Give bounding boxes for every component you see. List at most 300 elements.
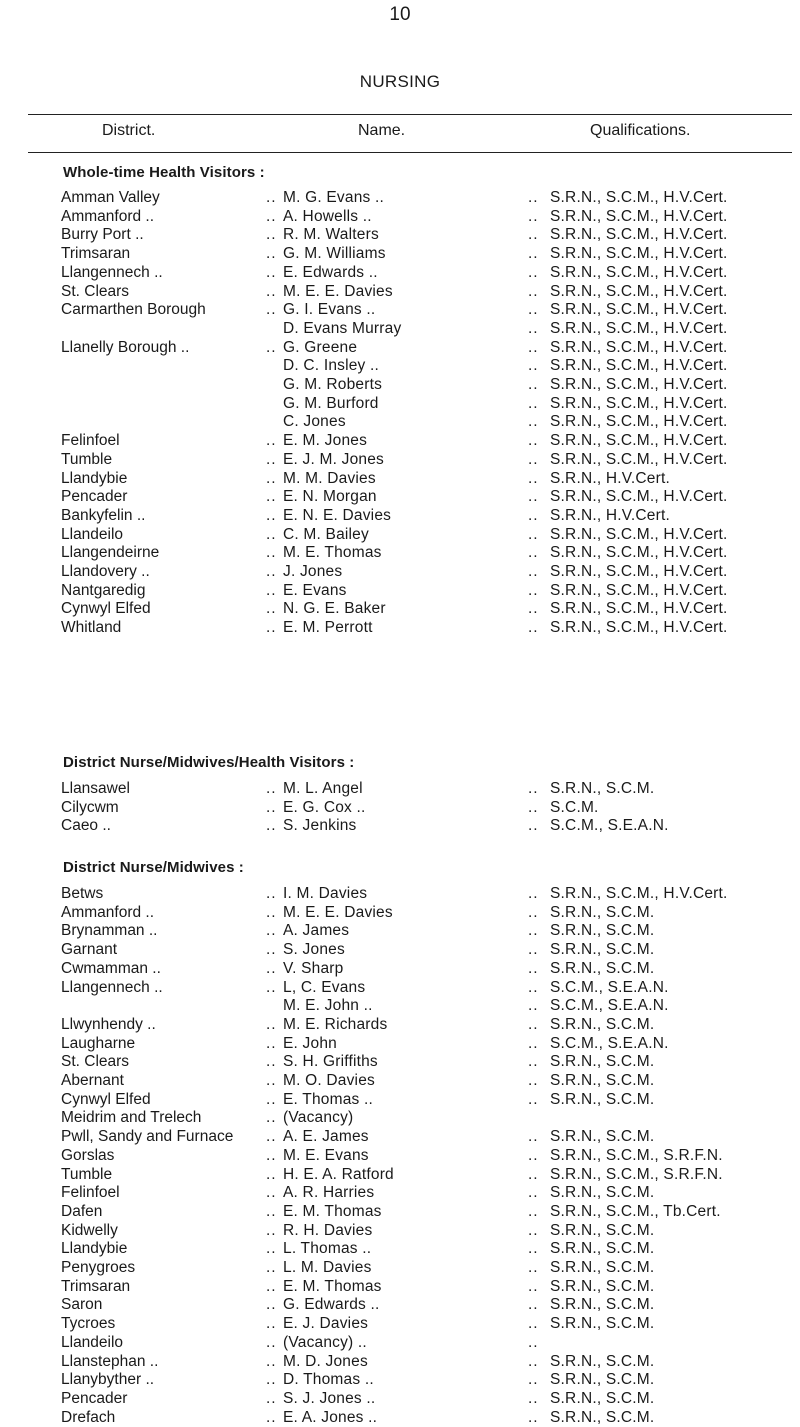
leader-dots: .. (266, 263, 277, 281)
qualifications-cell: S.C.M., S.E.A.N. (550, 1034, 669, 1052)
district-cell: Llandovery .. (61, 563, 150, 580)
qualifications-cell: S.C.M., S.E.A.N. (550, 978, 669, 996)
leader-dots: .. (528, 581, 539, 599)
leader-dots: .. (266, 1259, 277, 1276)
name-cell: E. M. Thomas (283, 1277, 382, 1295)
table-row (0, 1370, 800, 1389)
leader-dots: .. (266, 1146, 277, 1164)
name-cell: A. James (283, 922, 350, 940)
qualifications-cell: S.R.N., S.C.M., H.V.Cert. (550, 525, 728, 543)
table-row (0, 959, 800, 978)
table-row (0, 431, 800, 450)
leader-dots: .. (528, 207, 539, 225)
name-cell: E. N. E. Davies (283, 506, 392, 524)
leader-dots: .. (528, 1165, 539, 1183)
leader-dots: .. (528, 1296, 539, 1314)
name-cell: S. Jenkins (283, 817, 357, 835)
qualifications-cell: S.R.N., S.C.M., H.V.Cert. (550, 189, 728, 206)
district-cell: Pencader (61, 1389, 128, 1407)
qualifications-cell: S.R.N., S.C.M. (550, 922, 655, 940)
district-cell: Llandybie (61, 469, 128, 487)
leader-dots: .. (266, 903, 277, 921)
name-cell: M. E. E. Davies (283, 282, 393, 300)
leader-dots: .. (528, 1184, 539, 1202)
qualifications-cell: S.R.N., S.C.M., H.V.Cert. (550, 544, 728, 562)
name-cell: E. Edwards .. (283, 263, 378, 281)
qualifications-cell: S.R.N., S.C.M., H.V.Cert. (550, 357, 728, 375)
name-cell: G. M. Roberts (283, 376, 383, 393)
district-cell: Garnant (61, 941, 118, 959)
table-row (0, 1258, 800, 1277)
page-number: 10 (389, 4, 411, 25)
leader-dots: .. (266, 469, 277, 487)
leader-dots: .. (266, 1090, 277, 1108)
leader-dots: .. (528, 1408, 539, 1426)
name-cell: M. D. Jones (283, 1352, 368, 1370)
name-cell: V. Sharp (283, 959, 344, 977)
leader-dots: .. (266, 1277, 277, 1295)
table-row (0, 1034, 800, 1053)
name-cell: E. John (283, 1034, 337, 1052)
district-cell: Trimsaran (61, 1277, 131, 1295)
district-cell: Meidrim and Trelech (61, 1109, 202, 1127)
leader-dots: .. (528, 1315, 539, 1333)
table-row (0, 978, 800, 997)
district-cell: Abernant (61, 1072, 124, 1089)
name-cell: R. H. Davies (283, 1221, 373, 1239)
leader-dots: .. (528, 282, 539, 300)
qualifications-cell: S.R.N., S.C.M., H.V.Cert. (550, 282, 728, 300)
district-cell: Llandeilo (61, 525, 124, 543)
qualifications-cell: S.R.N., S.C.M. (550, 1053, 655, 1071)
table-row (0, 1052, 800, 1071)
name-cell: E. M. Thomas (283, 1202, 382, 1220)
leader-dots: .. (528, 506, 539, 524)
leader-dots: .. (266, 1408, 277, 1426)
table-row (0, 394, 800, 413)
leader-dots: .. (528, 376, 539, 393)
table-row (0, 300, 800, 319)
name-cell: M. G. Evans .. (283, 189, 384, 206)
leader-dots: .. (528, 1202, 539, 1220)
district-cell: Cynwyl Elfed (61, 600, 151, 618)
name-cell: I. M. Davies (283, 885, 368, 902)
district-cell: Tumble (61, 450, 113, 468)
leader-dots: .. (266, 1053, 277, 1071)
name-cell: A. R. Harries (283, 1184, 375, 1202)
leader-dots: .. (266, 1034, 277, 1052)
qualifications-cell: S.R.N., S.C.M., S.R.F.N. (550, 1146, 723, 1164)
qualifications-cell: S.R.N., S.C.M. (550, 1371, 655, 1389)
leader-dots: .. (266, 885, 277, 902)
qualifications-cell: S.R.N., S.C.M. (550, 1072, 655, 1089)
qualifications-cell: S.R.N., S.C.M., H.V.Cert. (550, 885, 728, 902)
table-row (0, 1295, 800, 1314)
table-row (0, 940, 800, 959)
leader-dots: .. (528, 1128, 539, 1146)
district-cell: Llanybyther .. (61, 1371, 155, 1389)
district-cell: Kidwelly (61, 1221, 118, 1239)
leader-dots: .. (266, 1296, 277, 1314)
district-cell: St. Clears (61, 282, 130, 300)
qualifications-cell: S.R.N., S.C.M., H.V.Cert. (550, 581, 728, 599)
leader-dots: .. (528, 1259, 539, 1276)
table-row (0, 1183, 800, 1202)
name-cell: M. E. John .. (283, 997, 373, 1015)
name-cell: G. Greene (283, 338, 358, 356)
section-heading: District Nurse/Midwives : (63, 859, 244, 876)
qualifications-cell: S.R.N., S.C.M. (550, 1277, 655, 1295)
district-cell: Llangennech .. (61, 263, 163, 281)
leader-dots: .. (266, 959, 277, 977)
name-cell: N. G. E. Baker (283, 600, 386, 618)
name-cell: G. Edwards .. (283, 1296, 380, 1314)
table-row (0, 207, 800, 226)
leader-dots: .. (528, 978, 539, 996)
leader-dots: .. (528, 798, 539, 816)
leader-dots: .. (528, 997, 539, 1015)
name-cell: S. Jones (283, 941, 345, 959)
name-cell: G. M. Burford (283, 394, 379, 412)
table-row (0, 244, 800, 263)
table-row (0, 1071, 800, 1090)
column-header-qualifications: Qualifications. (590, 122, 691, 139)
district-cell: Tycroes (61, 1315, 116, 1333)
leader-dots: .. (266, 922, 277, 940)
table-row (0, 562, 800, 581)
leader-dots: .. (528, 959, 539, 977)
qualifications-cell: S.R.N., S.C.M., H.V.Cert. (550, 600, 728, 618)
name-cell: D. Evans Murray (283, 319, 402, 337)
name-cell: S. J. Jones .. (283, 1389, 376, 1407)
leader-dots: .. (266, 544, 277, 562)
leader-dots: .. (266, 1352, 277, 1370)
leader-dots: .. (266, 245, 277, 263)
table-row (0, 543, 800, 562)
district-cell: Llanelly Borough .. (61, 338, 190, 356)
leader-dots: .. (266, 1184, 277, 1202)
leader-dots: .. (266, 798, 277, 816)
leader-dots: .. (528, 885, 539, 902)
qualifications-cell: S.R.N., H.V.Cert. (550, 506, 670, 524)
leader-dots: .. (528, 189, 539, 206)
name-cell: J. Jones (283, 563, 343, 580)
qualifications-cell: S.R.N., S.C.M. (550, 1296, 655, 1314)
name-cell: H. E. A. Ratford (283, 1165, 394, 1183)
qualifications-cell: S.R.N., S.C.M. (550, 1128, 655, 1146)
district-cell: Ammanford .. (61, 903, 155, 921)
table-row (0, 1221, 800, 1240)
leader-dots: .. (528, 226, 539, 244)
table-row (0, 525, 800, 544)
name-cell: M. E. Richards (283, 1015, 388, 1033)
qualifications-cell: S.R.N., S.C.M. (550, 1408, 655, 1426)
leader-dots: .. (528, 432, 539, 450)
qualifications-cell: S.R.N., S.C.M., H.V.Cert. (550, 245, 728, 263)
leader-dots: .. (528, 338, 539, 356)
district-cell: Gorslas (61, 1146, 115, 1164)
district-cell: Llansawel (61, 780, 130, 797)
qualifications-cell: S.R.N., S.C.M., H.V.Cert. (550, 394, 728, 412)
qualifications-cell: S.R.N., S.C.M., H.V.Cert. (550, 376, 728, 393)
name-cell: E. M. Jones (283, 432, 368, 450)
district-cell: Laugharne (61, 1034, 136, 1052)
district-cell: Llangendeirne (61, 544, 160, 562)
table-row (0, 1333, 800, 1352)
district-cell: Llwynhendy .. (61, 1015, 156, 1033)
leader-dots: .. (266, 207, 277, 225)
name-cell: E. G. Cox .. (283, 798, 366, 816)
leader-dots: .. (528, 1371, 539, 1389)
table-row (0, 469, 800, 488)
page-title: NURSING (359, 72, 441, 91)
district-cell: Saron (61, 1296, 103, 1314)
table-row (0, 487, 800, 506)
leader-dots: .. (528, 903, 539, 921)
table-row (0, 338, 800, 357)
leader-dots: .. (528, 263, 539, 281)
leader-dots: .. (266, 506, 277, 524)
table-row (0, 1127, 800, 1146)
district-cell: Cwmamman .. (61, 959, 161, 977)
name-cell: E. Thomas .. (283, 1090, 373, 1108)
name-cell: E. M. Perrott (283, 619, 373, 637)
table-row (0, 263, 800, 282)
leader-dots: .. (266, 1109, 277, 1127)
district-cell: Betws (61, 885, 104, 902)
leader-dots: .. (266, 226, 277, 244)
table-row (0, 282, 800, 301)
district-cell: Drefach (61, 1408, 116, 1426)
table-row (0, 1277, 800, 1296)
leader-dots: .. (528, 1015, 539, 1033)
table-row (0, 1352, 800, 1371)
table-row (0, 1090, 800, 1109)
leader-dots: .. (528, 600, 539, 618)
leader-dots: .. (266, 525, 277, 543)
leader-dots: .. (266, 1389, 277, 1407)
table-row (0, 1165, 800, 1184)
name-cell: S. H. Griffiths (283, 1053, 378, 1071)
leader-dots: .. (528, 1072, 539, 1089)
table-row (0, 903, 800, 922)
name-cell: M. E. Evans (283, 1146, 369, 1164)
leader-dots: .. (528, 488, 539, 506)
leader-dots: .. (266, 1240, 277, 1258)
leader-dots: .. (266, 619, 277, 637)
qualifications-cell: S.R.N., S.C.M. (550, 780, 655, 797)
leader-dots: .. (528, 301, 539, 319)
table-row (0, 1202, 800, 1221)
qualifications-cell: S.R.N., S.C.M., H.V.Cert. (550, 207, 728, 225)
district-cell: Llandeilo (61, 1333, 124, 1351)
table-row (0, 1408, 800, 1427)
leader-dots: .. (266, 1128, 277, 1146)
table-row (0, 450, 800, 469)
leader-dots: .. (528, 544, 539, 562)
leader-dots: .. (266, 1072, 277, 1089)
qualifications-cell: S.R.N., S.C.M. (550, 1221, 655, 1239)
qualifications-cell: S.R.N., S.C.M., H.V.Cert. (550, 450, 728, 468)
leader-dots: .. (266, 978, 277, 996)
name-cell: L. Thomas .. (283, 1240, 372, 1258)
table-row (0, 1389, 800, 1408)
column-header-name: Name. (358, 122, 406, 139)
table-row (0, 599, 800, 618)
leader-dots: .. (528, 1034, 539, 1052)
table-row (0, 375, 800, 394)
leader-dots: .. (528, 469, 539, 487)
table-row (0, 1239, 800, 1258)
table-row (0, 884, 800, 903)
qualifications-cell: S.R.N., S.C.M. (550, 1015, 655, 1033)
leader-dots: .. (528, 1333, 539, 1351)
district-cell: Carmarthen Borough (61, 301, 206, 319)
qualifications-cell: S.R.N., S.C.M., S.R.F.N. (550, 1165, 723, 1183)
header-rule (28, 152, 792, 153)
name-cell: R. M. Walters (283, 226, 379, 244)
leader-dots: .. (528, 450, 539, 468)
leader-dots: .. (266, 1371, 277, 1389)
qualifications-cell: S.R.N., S.C.M., H.V.Cert. (550, 413, 728, 431)
leader-dots: .. (528, 922, 539, 940)
qualifications-cell: S.R.N., S.C.M. (550, 903, 655, 921)
table-row (0, 798, 800, 817)
name-cell: E. Evans (283, 581, 347, 599)
table-row (0, 618, 800, 637)
table-row (0, 1108, 800, 1127)
table-row (0, 319, 800, 338)
qualifications-cell: S.R.N., S.C.M. (550, 1259, 655, 1276)
district-cell: Dafen (61, 1202, 103, 1220)
leader-dots: .. (528, 1352, 539, 1370)
leader-dots: .. (266, 488, 277, 506)
leader-dots: .. (528, 1240, 539, 1258)
name-cell: E. J. M. Jones (283, 450, 384, 468)
column-headers (0, 122, 800, 144)
leader-dots: .. (528, 619, 539, 637)
district-cell: Brynamman .. (61, 922, 158, 940)
leader-dots: .. (528, 941, 539, 959)
leader-dots: .. (528, 1090, 539, 1108)
leader-dots: .. (266, 817, 277, 835)
district-cell: Burry Port .. (61, 226, 144, 244)
qualifications-cell: S.R.N., S.C.M. (550, 941, 655, 959)
name-cell: C. M. Bailey (283, 525, 369, 543)
leader-dots: .. (528, 780, 539, 797)
district-cell: Felinfoel (61, 1184, 120, 1202)
leader-dots: .. (528, 1389, 539, 1407)
qualifications-cell: S.R.N., S.C.M. (550, 959, 655, 977)
table-row (0, 779, 800, 798)
qualifications-cell: S.R.N., S.C.M. (550, 1352, 655, 1370)
leader-dots: .. (528, 1221, 539, 1239)
district-cell: Amman Valley (61, 189, 160, 206)
qualifications-cell: S.R.N., S.C.M., H.V.Cert. (550, 488, 728, 506)
name-cell: L. M. Davies (283, 1259, 372, 1276)
leader-dots: .. (528, 1277, 539, 1295)
leader-dots: .. (266, 301, 277, 319)
qualifications-cell: S.R.N., S.C.M., H.V.Cert. (550, 319, 728, 337)
district-cell: Nantgaredig (61, 581, 146, 599)
table-row (0, 581, 800, 600)
name-cell: (Vacancy) (283, 1109, 354, 1127)
name-cell: G. M. Williams (283, 245, 386, 263)
district-cell: Llanstephan .. (61, 1352, 159, 1370)
column-header-district: District. (102, 122, 156, 139)
qualifications-cell: S.R.N., S.C.M., H.V.Cert. (550, 563, 728, 580)
name-cell: D. Thomas .. (283, 1371, 374, 1389)
name-cell: A. Howells .. (283, 207, 372, 225)
table-row (0, 816, 800, 835)
qualifications-cell: S.R.N., S.C.M., H.V.Cert. (550, 301, 728, 319)
leader-dots: .. (266, 282, 277, 300)
district-cell: Llandybie (61, 1240, 128, 1258)
name-cell: M. M. Davies (283, 469, 376, 487)
district-cell: Ammanford .. (61, 207, 155, 225)
name-cell: E. N. Morgan (283, 488, 377, 506)
leader-dots: .. (528, 245, 539, 263)
leader-dots: .. (528, 817, 539, 835)
name-cell: L, C. Evans (283, 978, 366, 996)
leader-dots: .. (266, 1221, 277, 1239)
leader-dots: .. (266, 432, 277, 450)
leader-dots: .. (528, 1053, 539, 1071)
leader-dots: .. (528, 357, 539, 375)
district-cell: Penygroes (61, 1259, 136, 1276)
table-row (0, 996, 800, 1015)
leader-dots: .. (266, 563, 277, 580)
name-cell: E. A. Jones .. (283, 1408, 378, 1426)
leader-dots: .. (266, 450, 277, 468)
name-cell: A. E. James (283, 1128, 369, 1146)
district-cell: Bankyfelin .. (61, 506, 146, 524)
table-row (0, 506, 800, 525)
table-row (0, 1314, 800, 1333)
qualifications-cell: S.R.N., S.C.M., H.V.Cert. (550, 338, 728, 356)
leader-dots: .. (528, 563, 539, 580)
qualifications-cell: S.R.N., S.C.M. (550, 1240, 655, 1258)
leader-dots: .. (266, 581, 277, 599)
leader-dots: .. (528, 413, 539, 431)
name-cell: M. L. Angel (283, 780, 363, 797)
district-cell: Trimsaran (61, 245, 131, 263)
name-cell: G. I. Evans .. (283, 301, 376, 319)
leader-dots: .. (266, 1015, 277, 1033)
leader-dots: .. (528, 319, 539, 337)
district-cell: Cynwyl Elfed (61, 1090, 151, 1108)
leader-dots: .. (266, 941, 277, 959)
section-heading: District Nurse/Midwives/Health Visitors : (63, 754, 355, 771)
table-row (0, 1146, 800, 1165)
leader-dots: .. (266, 1315, 277, 1333)
section-heading: Whole-time Health Visitors : (63, 164, 265, 181)
qualifications-cell: S.C.M., S.E.A.N. (550, 817, 669, 835)
leader-dots: .. (528, 525, 539, 543)
qualifications-cell: S.R.N., S.C.M., H.V.Cert. (550, 263, 728, 281)
district-cell: Caeo .. (61, 817, 111, 835)
qualifications-cell: S.R.N., S.C.M. (550, 1389, 655, 1407)
table-row (0, 1015, 800, 1034)
name-cell: M. E. Thomas (283, 544, 382, 562)
qualifications-cell: S.C.M. (550, 798, 599, 816)
qualifications-cell: S.R.N., S.C.M., H.V.Cert. (550, 226, 728, 244)
district-cell: Tumble (61, 1165, 113, 1183)
district-cell: Pencader (61, 488, 128, 506)
qualifications-cell: S.R.N., S.C.M. (550, 1315, 655, 1333)
leader-dots: .. (266, 189, 277, 206)
table-row (0, 921, 800, 940)
